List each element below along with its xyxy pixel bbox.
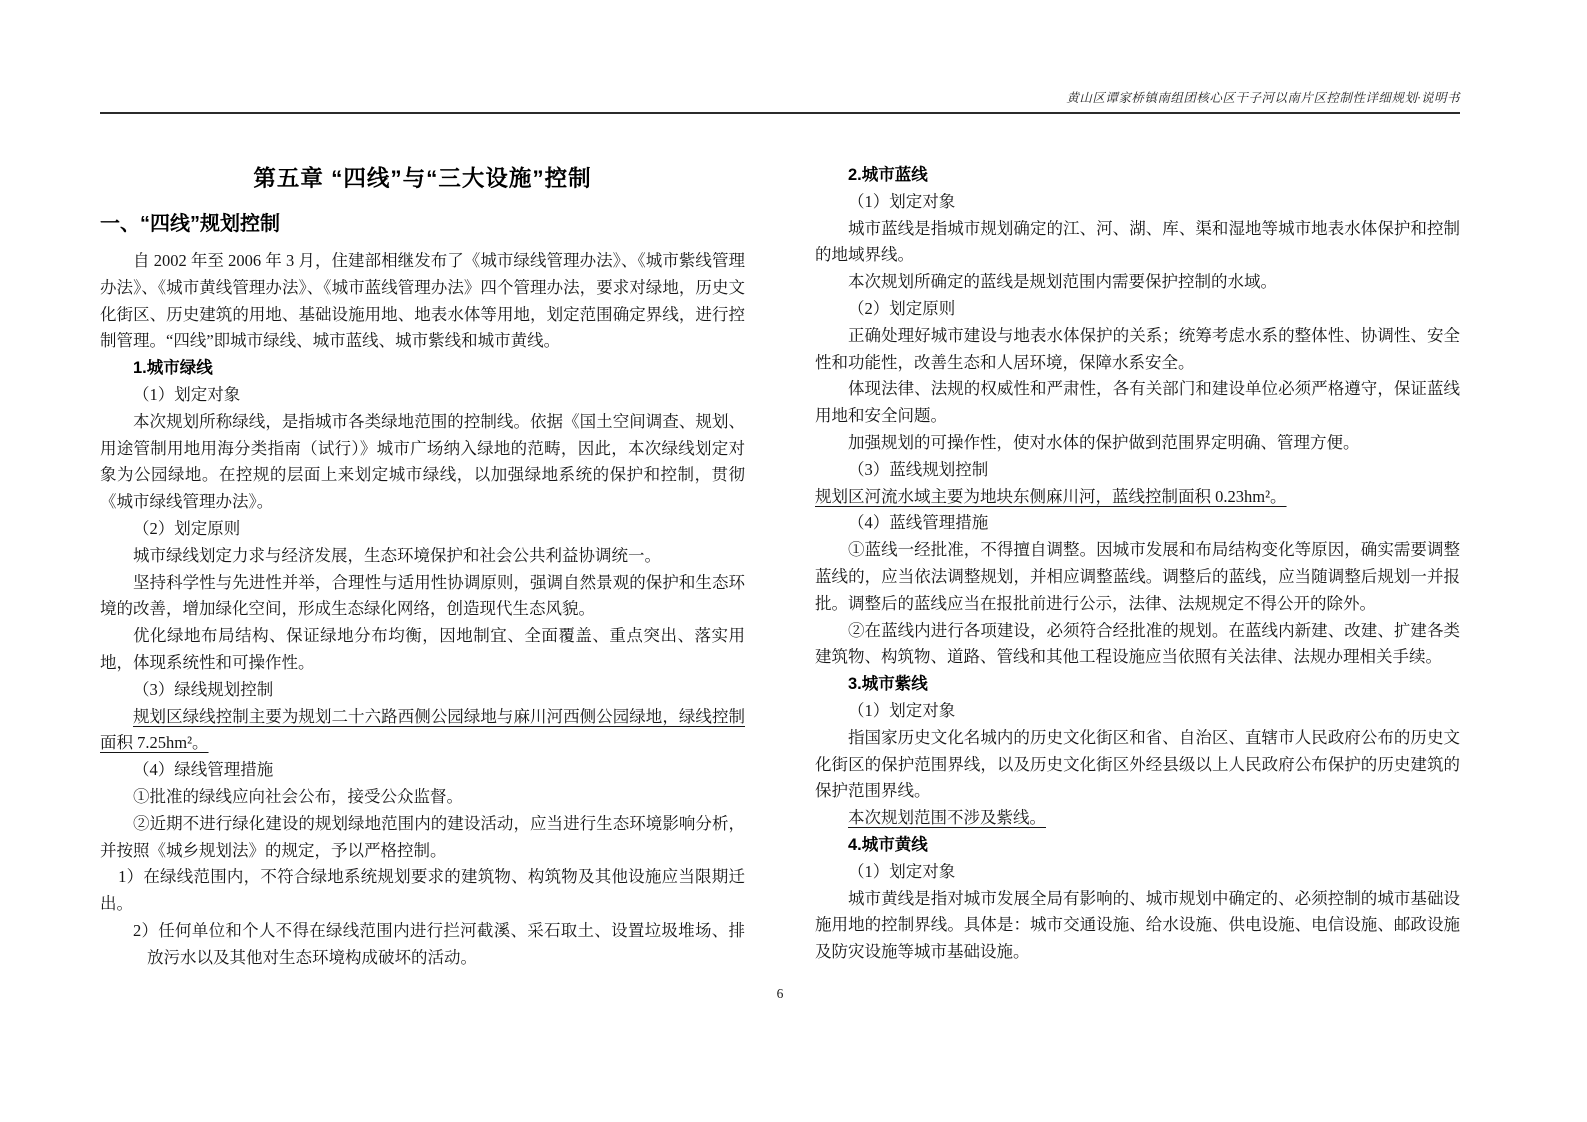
green-scope-title: （1）划定对象 [133, 384, 241, 404]
green-measure-sub-1: 1）在绿线范围内，不符合绿地系统规划要求的建筑物、构筑物及其他设施应当限期迁出。 [100, 867, 745, 914]
yellow-scope-title: （1）划定对象 [848, 861, 956, 881]
blue-measure-1: ①蓝线一经批准，不得擅自调整。因城市发展和布局结构变化等原因，确实需要调整蓝线的，应当依法调整规划，并相应调整蓝线。调整后的蓝线，应当随调整后规划一并报批。调整后的蓝线应当在报批前进行公示，法律、法规规定不得公开的除外。 [815, 540, 1460, 613]
section-heading-four-lines: 一、“四线”规划控制 [100, 213, 280, 235]
green-control-statement: 规划区绿线控制主要为规划二十六路西侧公园绿地与麻川河西侧公园绿地，绿线控制面积 7.25hm²。 [100, 706, 745, 753]
chapter-title: 第五章 “四线”与“三大设施”控制 [253, 166, 592, 191]
blue-scope-para-2: 本次规划所确定的蓝线是规划范围内需要保护控制的水域。 [848, 272, 1277, 292]
header-rule [100, 112, 1460, 114]
blue-scope-title: （1）划定对象 [848, 191, 956, 211]
blue-measure-2: ②在蓝线内进行各项建设，必须符合经批准的规划。在蓝线内新建、改建、扩建各类建筑物、构筑物、道路、管线和其他工程设施应当依照有关法律、法规办理相关手续。 [815, 620, 1460, 667]
running-header-title: 黄山区谭家桥镇南组团核心区干子河以南片区控制性详细规划·说明书 [1066, 91, 1460, 105]
green-scope-para: 本次规划所称绿线，是指城市各类绿地范围的控制线。依据《国土空间调查、规划、用途管制用地用海分类指南（试行）》城市广场纳入绿地的范畴，因此，本次绿线划定对象为公园绿地。在控规的层面上来划定城市绿线，以加强绿地系统的保护和控制，贯彻《城市绿线管理办法》。 [100, 411, 745, 512]
purple-note: 本次规划范围不涉及紫线。 [848, 808, 1046, 828]
green-measure-1: ①批准的绿线应向社会公布，接受公众监督。 [133, 786, 463, 806]
green-principle-para-3: 优化绿地布局结构、保证绿地分布均衡，因地制宜、全面覆盖、重点突出、落实用地，体现系统性和可操作性。 [100, 626, 745, 672]
para-intro: 自 2002 年至 2006 年 3 月，住建部相继发布了《城市绿线管理办法》、《城市紫线管理办法》、《城市黄线管理办法》、《城市蓝线管理办法》四个管理办法，要求对绿地，历史文化街区、历史建筑的用地、基础设施用地、地表水体等用地，划定范围确定界线，进行控制管理。“四线”即城市绿线、城市蓝线、城市紫线和城市黄线。 [100, 251, 745, 351]
blue-measures-title: （4）蓝线管理措施 [848, 513, 989, 533]
heading-green-line: 1.城市绿线 [133, 359, 213, 378]
green-principle-para-1: 城市绿线划定力求与经济发展，生态环境保护和社会公共利益协调统一。 [133, 545, 661, 565]
blue-scope-para-1: 城市蓝线是指城市规划确定的江、河、湖、库、渠和湿地等城市地表水体保护和控制的地域界线。 [815, 218, 1460, 265]
page-number: 6 [776, 986, 784, 1001]
blue-principle-para-1: 正确处理好城市建设与地表水体保护的关系；统筹考虑水系的整体性、协调性、安全性和功能性，改善生态和人居环境，保障水系安全。 [815, 325, 1460, 372]
green-measure-sub-2: 2）任何单位和个人不得在绿线范围内进行拦河截溪、采石取土、设置垃圾堆场、排放污水以及其他对生态环境构成破坏的活动。 [133, 920, 745, 967]
right-column [815, 150, 1460, 972]
green-principle-title: （2）划定原则 [133, 518, 241, 538]
yellow-scope-para: 城市黄线是指对城市发展全局有影响的、城市规划中确定的、必须控制的城市基础设施用地的控制界线。具体是：城市交通设施、给水设施、供电设施、电信设施、邮政设施及防灾设施等城市基础设施。 [815, 888, 1460, 962]
blue-principle-para-3: 加强规划的可操作性，使对水体的保护做到范围界定明确、管理方便。 [848, 432, 1360, 452]
running-header [100, 88, 1460, 106]
blue-control-title: （3）蓝线规划控制 [848, 459, 989, 479]
blue-principle-title: （2）划定原则 [848, 298, 956, 318]
blue-control-statement: 规划区河流水域主要为地块东侧麻川河，蓝线控制面积 0.23hm²。 [815, 486, 1287, 506]
purple-scope-title: （1）划定对象 [848, 700, 956, 720]
green-measure-2: ②近期不进行绿化建设的规划绿地范围内的建设活动，应当进行生态环境影响分析，并按照《城乡规划法》的规定，予以严格控制。 [100, 813, 745, 860]
content-columns [100, 150, 1460, 972]
heading-purple-line: 3.城市紫线 [848, 675, 928, 694]
blue-principle-para-2: 体现法律、法规的权威性和严肃性，各有关部门和建设单位必须严格遵守，保证蓝线用地和安全问题。 [815, 379, 1460, 426]
green-control-title: （3）绿线规划控制 [133, 679, 274, 699]
heading-yellow-line: 4.城市黄线 [848, 835, 928, 854]
green-principle-para-2: 坚持科学性与先进性并举，合理性与适用性协调原则，强调自然景观的保护和生态环境的改善，增加绿化空间，形成生态绿化网络，创造现代生态风貌。 [100, 572, 745, 619]
left-column [100, 150, 745, 972]
green-measures-title: （4）绿线管理措施 [133, 760, 274, 780]
heading-blue-line: 2.城市蓝线 [848, 166, 928, 184]
purple-scope-para: 指国家历史文化名城内的历史文化街区和省、自治区、直辖市人民政府公布的历史文化街区的保护范围界线，以及历史文化街区外经县级以上人民政府公布保护的历史建筑的保护范围界线。 [815, 727, 1460, 801]
